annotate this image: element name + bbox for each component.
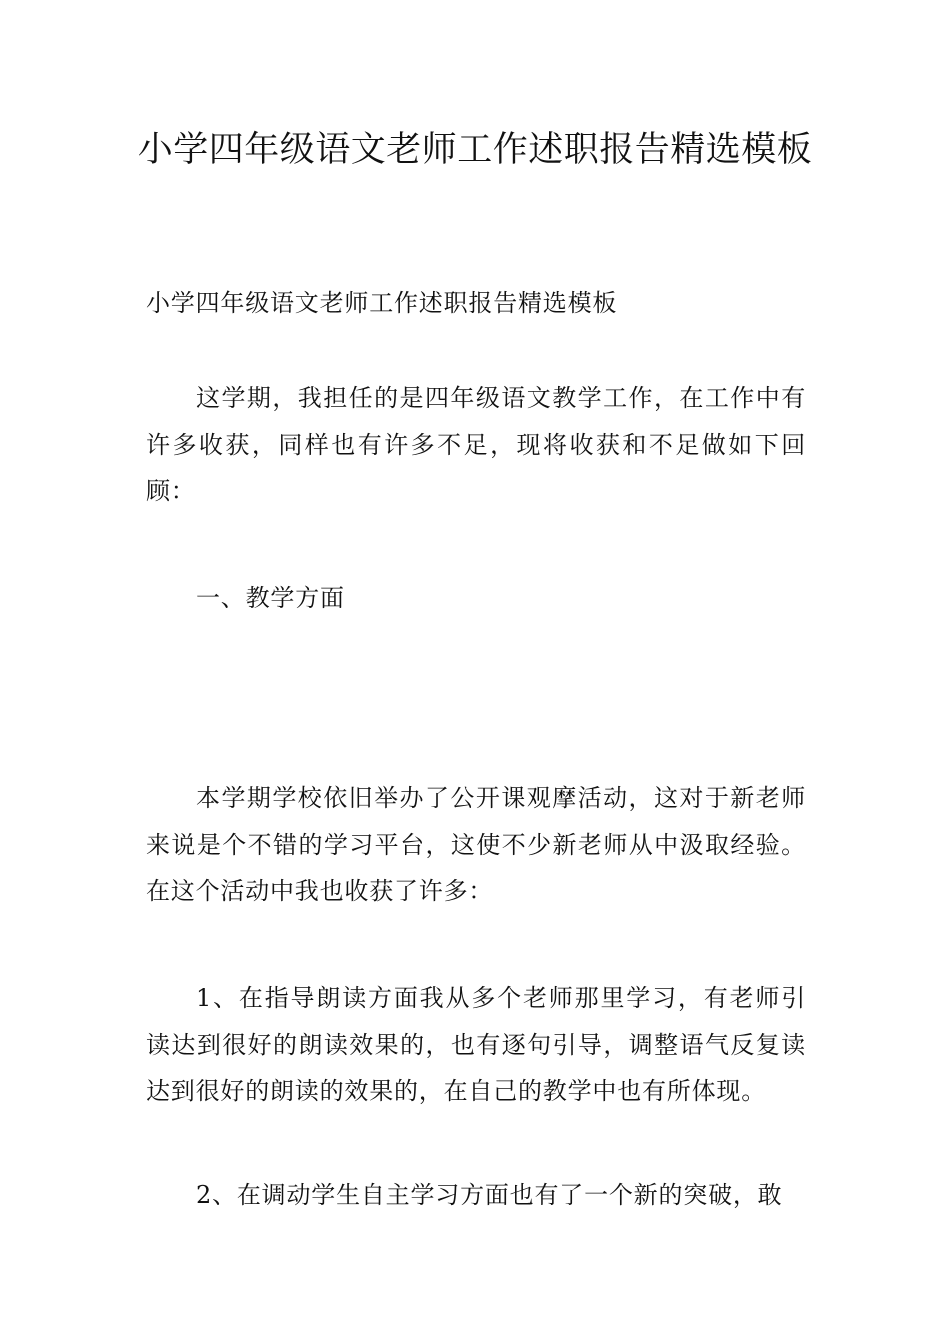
document-title: 小学四年级语文老师工作述职报告精选模板 <box>137 130 813 170</box>
paragraph-item-2: 2、在调动学生自主学习方面也有了一个新的突破，敢 <box>196 1181 783 1209</box>
section-heading-teaching: 一、教学方面 <box>196 584 345 612</box>
document-subtitle: 小学四年级语文老师工作述职报告精选模板 <box>146 289 618 317</box>
paragraph-open-class: 本学期学校依旧举办了公开课观摩活动，这对于新老师来说是个不错的学习平台，这使不少新老师从中汲取经验。在这个活动中我也收获了许多： <box>146 784 806 905</box>
paragraph-item-1: 1、在指导朗读方面我从多个老师那里学习，有老师引读达到很好的朗读效果的，也有逐句引导，调整语气反复读达到很好的朗读的效果的，在自己的教学中也有所体现。 <box>146 984 806 1105</box>
paragraph-intro: 这学期，我担任的是四年级语文教学工作，在工作中有许多收获，同样也有许多不足，现将收获和不足做如下回顾： <box>146 384 806 505</box>
